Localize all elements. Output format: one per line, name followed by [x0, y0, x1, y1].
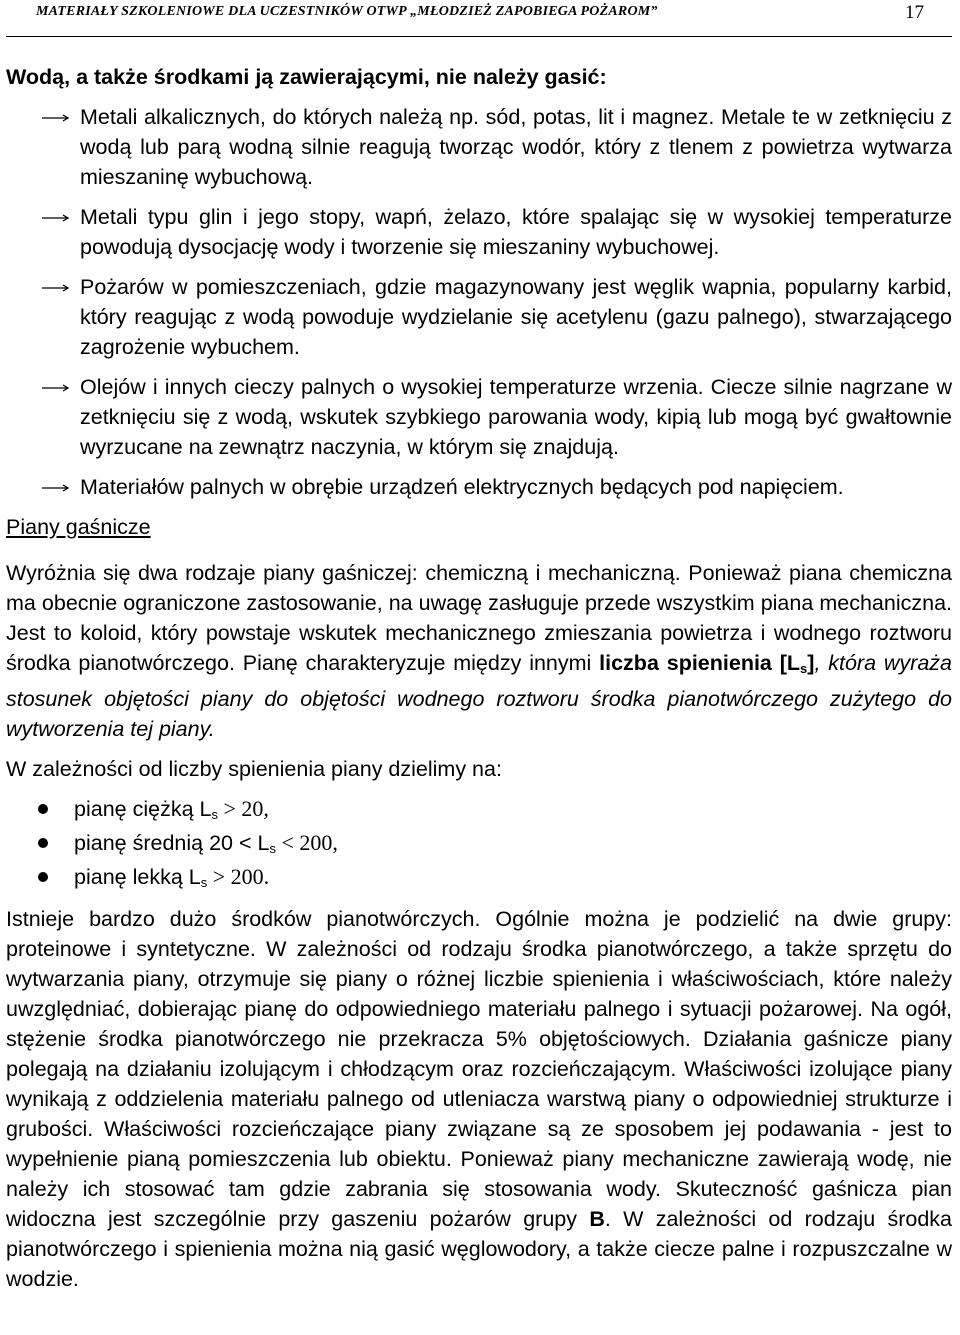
- section-title: Piany gaśnicze: [6, 515, 151, 539]
- bullet-dot-icon: [38, 872, 48, 882]
- list-item: [6, 372, 952, 462]
- list-item: [6, 272, 952, 362]
- list-item: [6, 828, 952, 862]
- bullet-text: pianę ciężką L: [74, 797, 212, 821]
- list-item-text: Metali alkalicznych, do których należą np. sód, potas, lit i magnez. Metale te w zetknięciu z wodą lub parą wodną silnie reagują tworząc wodór, który z tlenem z powietrza wytwarza mieszaninę wybuchową.: [80, 105, 952, 189]
- list-item-text: Materiałów palnych w obrębie urządzeń elektrycznych będących pod napięciem.: [80, 475, 844, 499]
- list-item: [6, 102, 952, 192]
- paragraph-foaming-agents: [6, 904, 952, 1294]
- term-foaming-ratio: [599, 651, 814, 675]
- bullet-text: pianę średnią 20 < L: [74, 831, 270, 855]
- right-arrow-icon: [42, 102, 72, 122]
- bullet-formula: > 200.: [207, 864, 270, 889]
- list-item: [6, 202, 952, 262]
- bullet-dot-icon: [38, 804, 48, 814]
- page-content: [6, 62, 952, 1294]
- fire-group-label: B: [589, 1207, 605, 1231]
- term-end: ]: [807, 651, 815, 675]
- paragraph-text-end: . W zależności od rodzaju środka pianotwórczego i spienienia można nią gasić węglowodory, a także ciecze palne i rozpuszczalne w wodzie.: [6, 1207, 952, 1291]
- list-item-text: Olejów i innych cieczy palnych o wysokiej temperaturze wrzenia. Ciecze silnie nagrzane w zetknięciu się z wodą, wskutek szybkiego parowania wody, kipią lub mogą być gwałtownie wyrzucane na zewnątrz naczynia, w którym się znajdują.: [80, 375, 952, 459]
- list-item: [6, 794, 952, 828]
- bullet-subscript: s: [269, 841, 276, 856]
- paragraph-text: Wyróżnia się dwa rodzaje piany gaśniczej: chemiczną i mechaniczną. Ponieważ piana chemiczna ma obecnie ograniczone zastosowanie, na uwagę zasługuje przede wszystkim piana mechaniczna. Jest to koloid, który powstaje wskutek mechanicznego zmieszania powietrza i wodnego roztworu środka pianotwórczego. Pianę charakteryzuje między innymi: [6, 561, 952, 675]
- list-item: [6, 472, 952, 502]
- list-item-text: Pożarów w pomieszczeniach, gdzie magazynowany jest węglik wapnia, popularny karbid, który reagując z wodą powoduje wydzielanie się acetylenu (gazu palnego), stwarzającego zagrożenie wybuchem.: [80, 275, 952, 359]
- bullet-dot-icon: [38, 838, 48, 848]
- bullet-formula: > 20,: [217, 796, 269, 821]
- page-header: [6, 0, 952, 37]
- term-text: liczba spienienia [L: [599, 651, 801, 675]
- right-arrow-icon: [42, 272, 72, 292]
- right-arrow-icon: [42, 472, 72, 492]
- bullet-subscript: s: [200, 875, 208, 890]
- header-title: MATERIAŁY SZKOLENIOWE DLA UCZESTNIKÓW OTWP „MŁODZIEŻ ZAPOBIEGA POŻAROM”: [36, 4, 658, 19]
- list-item: [6, 862, 952, 896]
- paragraph-foam-types: [6, 558, 952, 744]
- foam-classes-list: [6, 794, 952, 896]
- paragraph-text: Istnieje bardzo dużo środków pianotwórczych. Ogólnie można je podzielić na dwie grupy: proteinowe i syntetyczne. W zależności od rodzaju środka pianotwórczego, a także sprzętu do wytwarzania piany, otrzymuje się piany o różnej liczbie spienienia i właściwościach, które należy uwzględniać, dobierając pianę do odpowiedniego materiału palnego i sytuacji pożarowej. Na ogół, stężenie środka pianotwórczego nie przekracza 5% objętościowych. Działania gaśnicze piany polegają na działaniu izolującym i chłodzącym oraz rozcieńczającym. Właściwości izolujące piany wynikają z oddzielenia materiału palnego od utleniacza warstwą piany o odpowiedniej strukturze i grubości. Właściwości rozcieńczające piany związane są ze sposobem jej podawania - jest to wypełnienie pianą pomieszczenia lub obiektu. Ponieważ piany mechaniczne zawierają wodę, nie należy ich stosować tam gdzie zabrania się stosowania wody. Skuteczność gaśnicza pian widoczna jest szczególnie przy gaszeniu pożarów grupy: [6, 907, 952, 1231]
- bullet-subscript: s: [211, 807, 218, 822]
- bullet-text: pianę lekką L: [74, 865, 201, 889]
- right-arrow-icon: [42, 372, 72, 392]
- term-subscript: s: [800, 661, 808, 676]
- section-lead: Wodą, a także środkami ją zawierającymi, nie należy gasić:: [6, 65, 607, 89]
- definition-text: , która wyraża stosunek objętości piany do objętości wodnego roztworu środka pianotwórczego zużytego do wytworzenia tej piany.: [6, 651, 952, 741]
- paragraph-classification: W zależności od liczby spienienia piany dzielimy na:: [6, 757, 502, 781]
- page-number: 17: [905, 2, 924, 23]
- list-item-text: Metali typu glin i jego stopy, wapń, żelazo, które spalając się w wysokiej temperaturze powodują dysocjację wody i tworzenie się mieszaniny wybuchowej.: [80, 205, 952, 259]
- bullet-formula: < 200,: [275, 830, 338, 855]
- right-arrow-icon: [42, 202, 72, 222]
